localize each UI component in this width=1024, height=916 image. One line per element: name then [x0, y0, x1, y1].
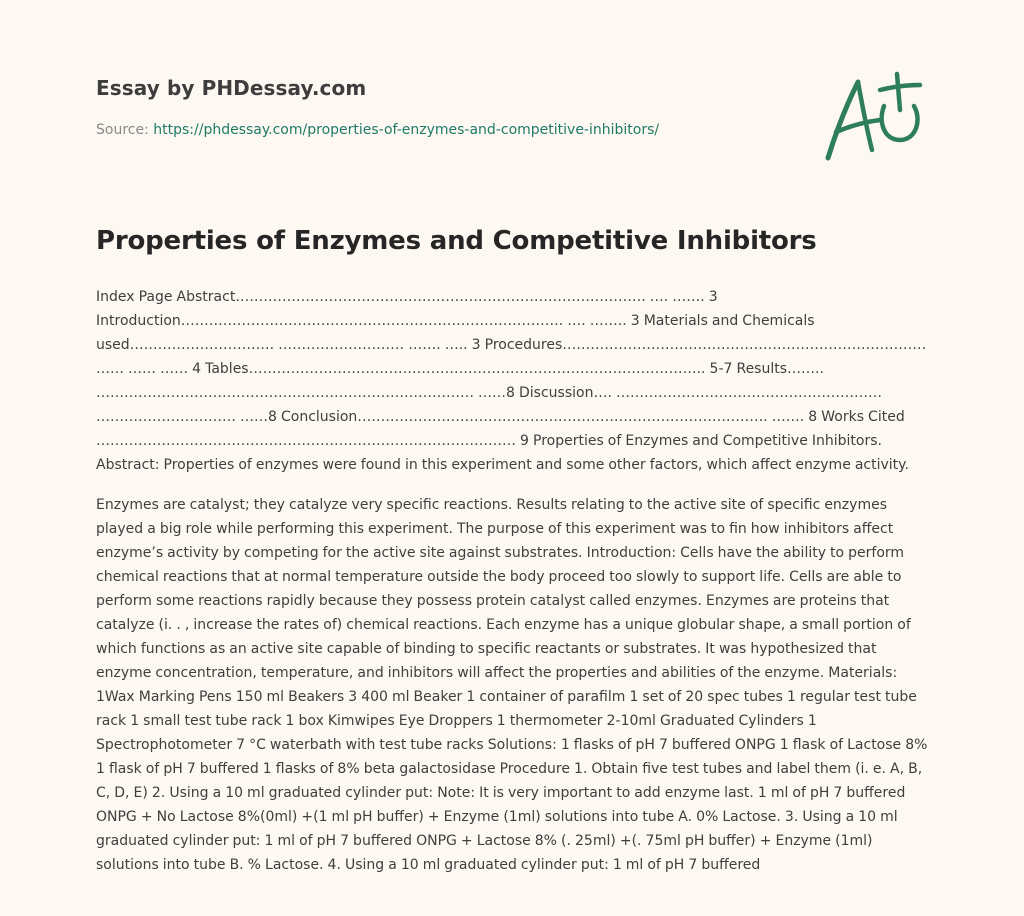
page-header	[96, 76, 796, 138]
source-label: Source:	[96, 122, 149, 138]
paragraph-index: Index Page Abstract……………………………………………………………………………. …. ……. 3 Introduction………………………………………………………………………. …. …….. 3 Materials and Chemicals used…………………………. ……………………… ……. ….. 3 Procedures…………………………………………………………………… …… …… …… 4 Tables…………………………………………………………………………………….. 5-7 Results…….. ……………………………………………………………………… ……8 Discussion…. ………………………………………………… ………………………… ……8 Conclusion……………………………………………………………………………. ……. 8 Works Cited ……………………………………………………………………………… 9 Properties of Enzymes and Competitive Inhibitors. Abstract: Properties of enzymes were found in this experiment and some other factors, which affect enzyme activity.	[96, 289, 927, 473]
essay-title: Properties of Enzymes and Competitive Inhibitors	[96, 226, 817, 256]
paragraph-main: Enzymes are catalyst; they catalyze very specific reactions. Results relating to the active site of specific enzymes played a big role while performing this experiment. The purpose of this experiment was to fin how inhibitors affect enzyme’s activity by competing for the active site against substrates. Introduction: Cells have the ability to perform chemical reactions that at normal temperature outside the body proceed too slowly to support life. Cells are able to perform some reactions rapidly because they possess protein catalyst called enzymes. Enzymes are proteins that catalyze (i. . , increase the rates of) chemical reactions. Each enzyme has a unique globular shape, a small portion of which functions as an active site capable of binding to specific reactants or substrates. It was hypothesized that enzyme concentration, temperature, and inhibitors will affect the properties and abilities of the enzyme. Materials: 1Wax Marking Pens 150 ml Beakers 3 400 ml Beaker 1 container of parafilm 1 set of 20 spec tubes 1 regular test tube rack 1 small test tube rack 1 box Kimwipes Eye Droppers 1 thermometer 2-10ml Graduated Cylinders 1 Spectrophotometer 7 °C waterbath with test tube racks Solutions: 1 flasks of pH 7 buffered ONPG 1 flask of Lactose 8% 1 flask of pH 7 buffered 1 flasks of 8% beta galactosidase Procedure 1. Obtain five test tubes and label them (i. e. A, B, C, D, E) 2. Using a 10 ml graduated cylinder put: Note: It is very important to add enzyme last. 1 ml of pH 7 buffered ONPG + No Lactose 8%(0ml) +(1 ml pH buffer) + Enzyme (1ml) solutions into tube A. 0% Lactose. 3. Using a 10 ml graduated cylinder put: 1 ml of pH 7 buffered ONPG + Lactose 8% (. 25ml) +(. 75ml pH buffer) + Enzyme (1ml) solutions into tube B. % Lactose. 4. Using a 10 ml graduated cylinder put: 1 ml of pH 7 buffered	[96, 497, 928, 873]
source-link[interactable]: https://phdessay.com/properties-of-enzymes-and-competitive-inhibitors/	[153, 122, 660, 138]
site-brand: Essay by PHDessay.com	[96, 76, 367, 100]
a-plus-grade-icon	[822, 70, 928, 166]
essay-body	[96, 285, 930, 893]
source-line	[96, 122, 796, 138]
